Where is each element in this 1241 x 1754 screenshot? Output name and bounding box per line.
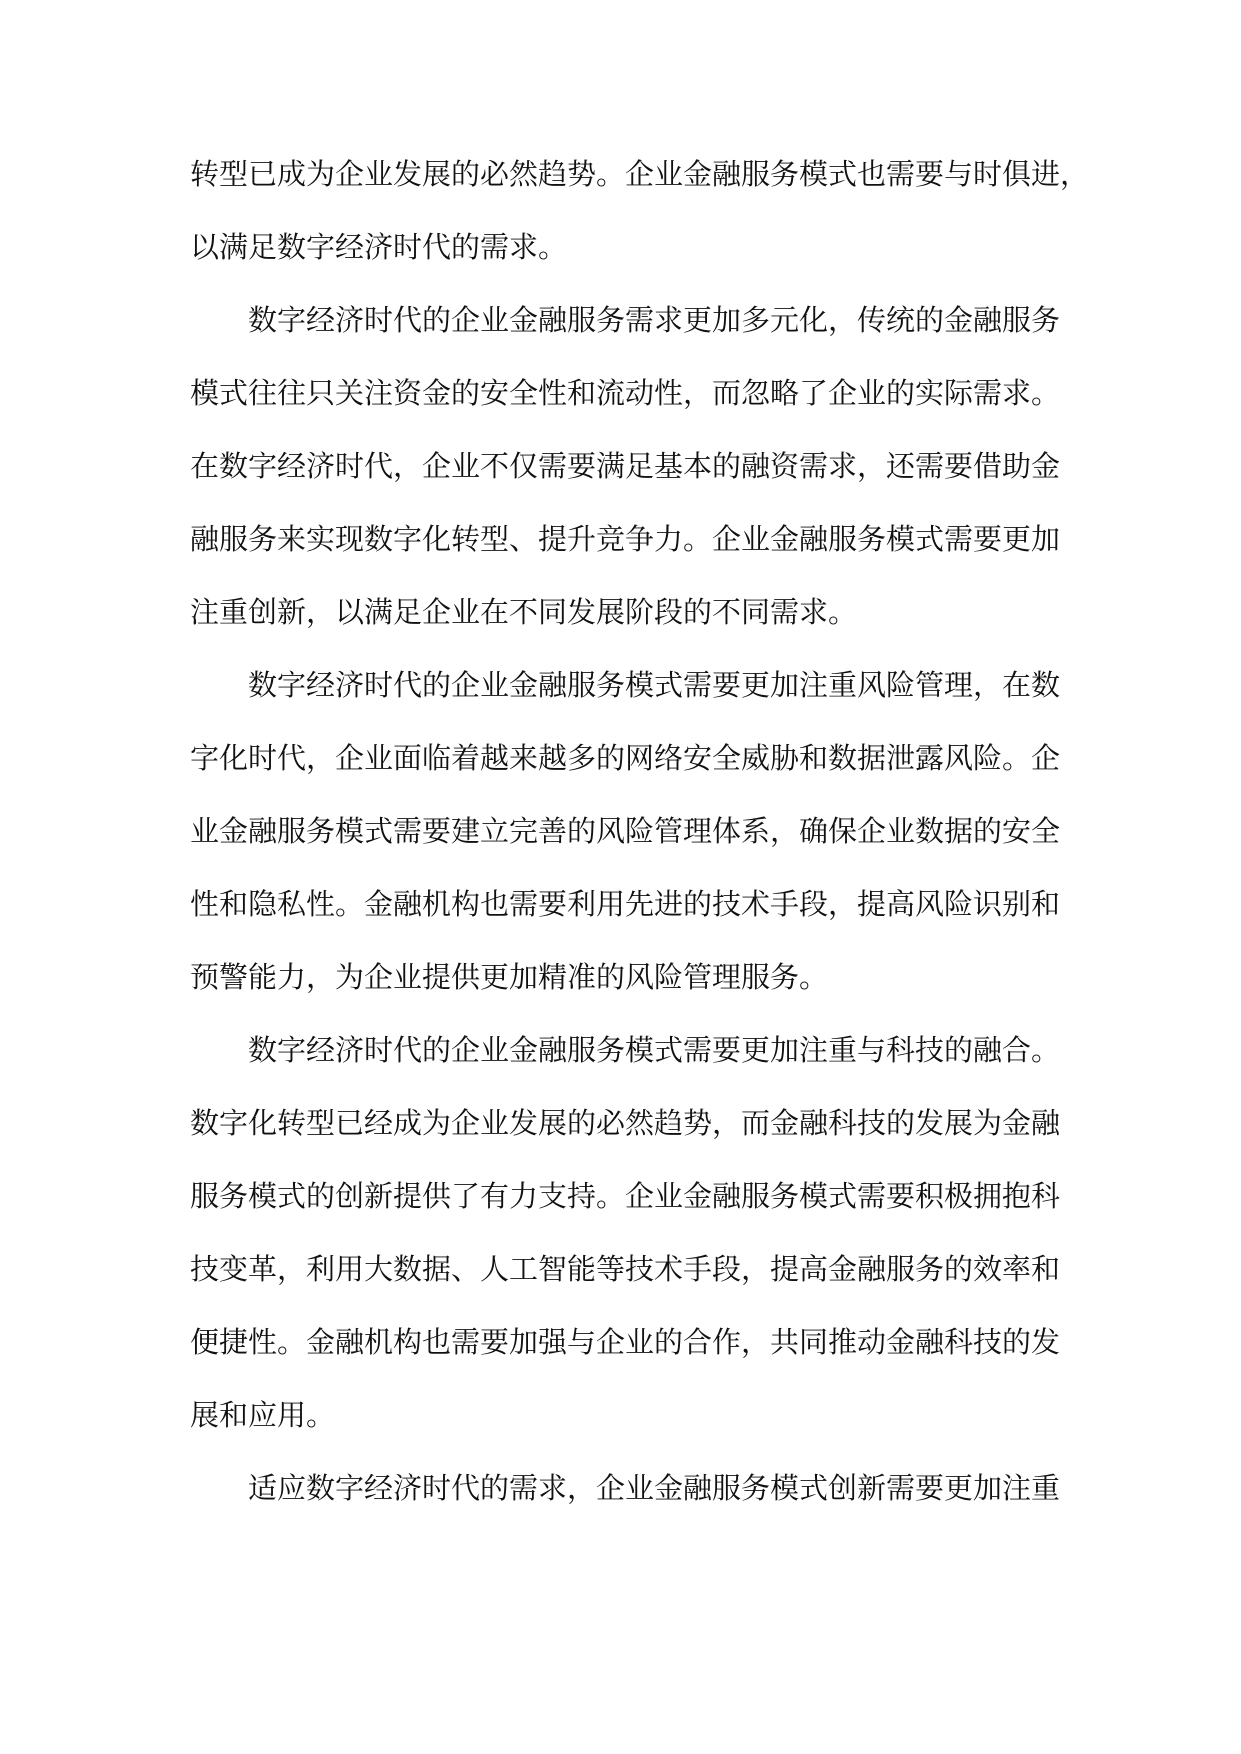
paragraph-5 xyxy=(190,1452,1090,1525)
text-line: 预警能力，为企业提供更加精准的风险管理服务。 xyxy=(190,960,829,994)
paragraph-4 xyxy=(190,1014,1090,1452)
text-line: 数字经济时代的企业金融服务模式需要更加注重与科技的融合。 xyxy=(248,1033,1061,1067)
text-line: 性和隐私性。金融机构也需要利用先进的技术手段，提高风险识别和 xyxy=(190,887,1061,921)
paragraph-1 xyxy=(190,138,1090,284)
text-line: 在数字经济时代，企业不仅需要满足基本的融资需求，还需要借助金 xyxy=(190,449,1061,483)
text-line: 数字经济时代的企业金融服务需求更加多元化，传统的金融服务 xyxy=(248,303,1061,337)
text-line: 技变革，利用大数据、人工智能等技术手段，提高金融服务的效率和 xyxy=(190,1252,1061,1286)
text-line: 字化时代，企业面临着越来越多的网络安全威胁和数据泄露风险。企 xyxy=(190,741,1061,775)
text-line: 适应数字经济时代的需求，企业金融服务模式创新需要更加注重 xyxy=(248,1471,1061,1505)
text-line: 数字经济时代的企业金融服务模式需要更加注重风险管理，在数 xyxy=(248,668,1061,702)
text-line: 数字化转型已经成为企业发展的必然趋势，而金融科技的发展为金融 xyxy=(190,1106,1061,1140)
text-line: 展和应用。 xyxy=(190,1398,336,1432)
text-line: 业金融服务模式需要建立完善的风险管理体系，确保企业数据的安全 xyxy=(190,814,1061,848)
document-body xyxy=(190,138,1090,1525)
text-line: 转型已成为企业发展的必然趋势。企业金融服务模式也需要与时俱进， xyxy=(190,157,1090,191)
paragraph-3 xyxy=(190,649,1090,1014)
text-line: 注重创新，以满足企业在不同发展阶段的不同需求。 xyxy=(190,595,858,629)
text-line: 服务模式的创新提供了有力支持。企业金融服务模式需要积极拥抱科 xyxy=(190,1179,1061,1213)
text-line: 融服务来实现数字化转型、提升竞争力。企业金融服务模式需要更加 xyxy=(190,522,1061,556)
paragraph-2 xyxy=(190,284,1090,649)
text-line: 以满足数字经济时代的需求。 xyxy=(190,230,568,264)
text-line: 模式往往只关注资金的安全性和流动性，而忽略了企业的实际需求。 xyxy=(190,376,1061,410)
text-line: 便捷性。金融机构也需要加强与企业的合作，共同推动金融科技的发 xyxy=(190,1325,1061,1359)
